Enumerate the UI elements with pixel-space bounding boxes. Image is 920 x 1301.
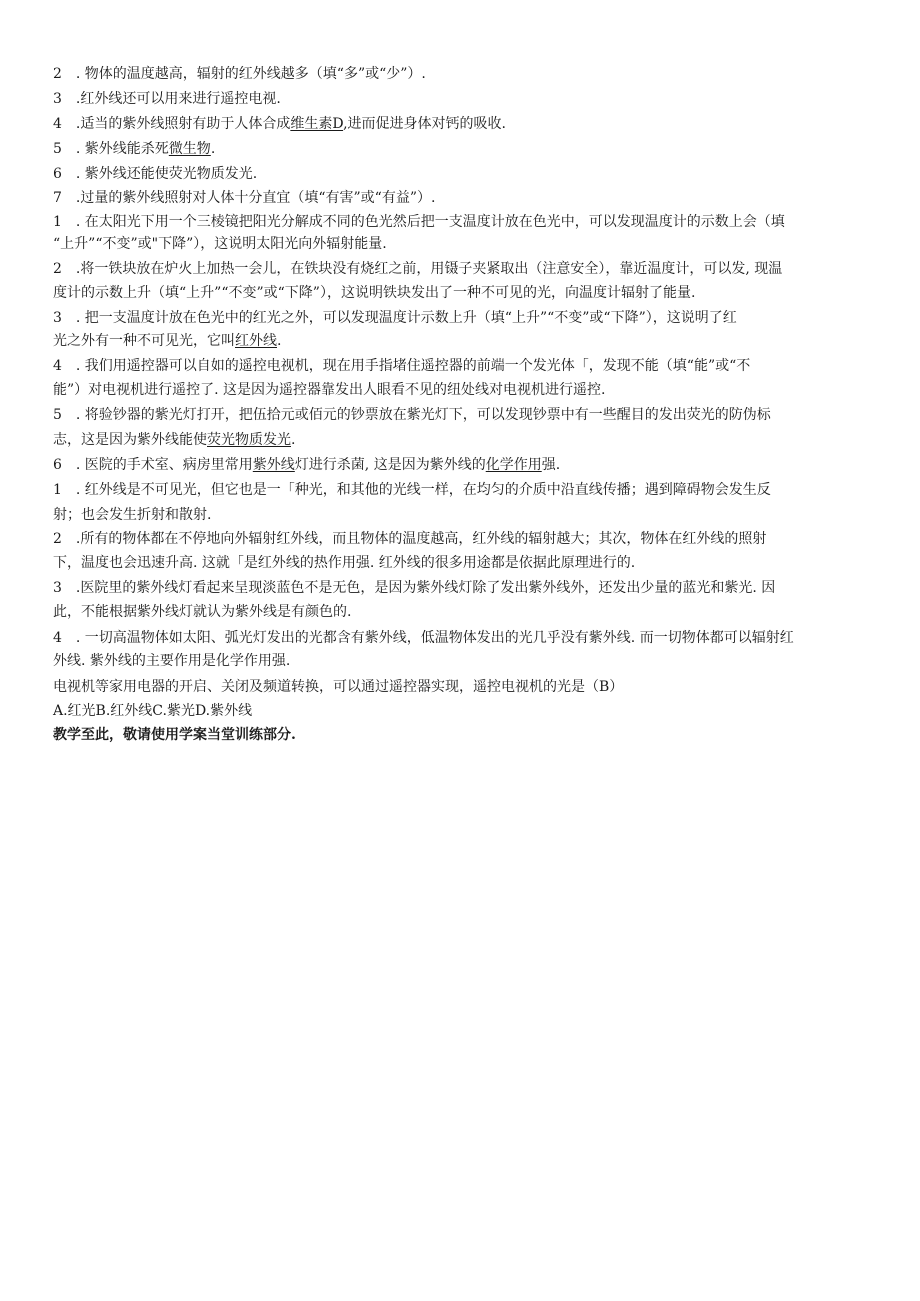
text-line bbox=[53, 329, 868, 353]
text-line bbox=[53, 306, 868, 330]
text-line bbox=[53, 551, 868, 575]
text-line bbox=[53, 210, 868, 234]
text-segment: 此，不能根据紫外线灯就认为紫外线是有颜色的. bbox=[53, 604, 352, 620]
text-line bbox=[53, 453, 868, 477]
underlined-answer: 化学作用 bbox=[485, 457, 542, 473]
text-segment: 7 .过量的紫外线照射对人体十分直宜（填“有害”或“有益”）. bbox=[53, 190, 436, 206]
text-segment: . bbox=[291, 432, 296, 448]
text-segment: 2 .所有的物体都在不停地向外辐射红外线，而且物体的温度越高，红外线的辐射越大；其次，物体在红外线的照射 bbox=[53, 531, 767, 547]
text-segment: 电视机等家用电器的开启、关闭及频道转换，可以通过遥控器实现，遥控电视机的光是（B） bbox=[53, 679, 624, 695]
underlined-answer: 荧光物质发光 bbox=[207, 432, 291, 448]
text-segment: 3 .医院里的紫外线灯看起来呈现淡蓝色不是无色，是因为紫外线灯除了发出紫外线外，还发出少量的蓝光和紫光. 因 bbox=[53, 580, 776, 596]
text-line bbox=[53, 527, 868, 551]
text-segment: 4 . 我们用遥控器可以自如的遥控电视机，现在用手指堵住遥控器的前端一个发光体「，发现不能（填“能”或“不 bbox=[53, 358, 751, 374]
text-segment: 6 . 医院的手术室、病房里常用 bbox=[53, 457, 253, 473]
text-line bbox=[53, 186, 868, 210]
text-segment: 光之外有一种不可见光，它叫 bbox=[53, 333, 235, 349]
text-segment: . bbox=[277, 333, 282, 349]
text-segment: “上升”“不变”或"下降”），这说明太阳光向外辐射能量. bbox=[53, 236, 387, 252]
underlined-answer: 维生素D bbox=[290, 116, 344, 132]
text-line bbox=[53, 87, 868, 111]
text-line bbox=[53, 281, 868, 305]
text-segment: 1 . 在太阳光下用一个三棱镜把阳光分解成不同的色光然后把一支温度计放在色光中，可以发现温度计的示数上会（填 bbox=[53, 214, 785, 230]
text-segment: 3 . 把一支温度计放在色光中的红光之外，可以发现温度计示数上升（填“上升”“不变”或“下降”），这说明了红 bbox=[53, 310, 737, 326]
text-line bbox=[53, 649, 868, 673]
text-line bbox=[53, 699, 868, 723]
text-line bbox=[53, 576, 868, 600]
text-line bbox=[53, 428, 868, 452]
text-line bbox=[53, 232, 868, 256]
text-segment: 射；也会发生折射和散射. bbox=[53, 507, 212, 523]
text-line bbox=[53, 378, 868, 402]
text-segment: 6 . 紫外线还能使荧光物质发光. bbox=[53, 166, 258, 182]
text-segment: 志，这是因为紫外线能使 bbox=[53, 432, 207, 448]
text-segment: 2 .将一铁块放在炉火上加热一会儿，在铁块没有烧红之前，用镊子夹紧取出（注意安全），靠近温度计，可以发, 现温 bbox=[53, 261, 783, 277]
text-line bbox=[53, 478, 868, 502]
text-segment: 4 . 一切高温物体如太阳、弧光灯发出的光都含有紫外线，低温物体发出的光几乎没有紫外线. 而一切物体都可以辐射红 bbox=[53, 630, 794, 646]
text-line bbox=[53, 137, 868, 161]
text-line bbox=[53, 354, 868, 378]
text-segment: 2 . 物体的温度越高，辐射的红外线越多（填“多”或“少”）. bbox=[53, 66, 426, 82]
text-line bbox=[53, 503, 868, 527]
text-segment: 度计的示数上升（填“上升”“不变”或“下降”），这说明铁块发出了一种不可见的光，向温度计辐射了能量. bbox=[53, 285, 696, 301]
text-segment: . bbox=[210, 141, 216, 157]
text-segment: 能”）对电视机进行遥控了. 这是因为遥控器靠发出人眼看不见的纽处线对电视机进行遥控. bbox=[53, 382, 606, 398]
text-segment: 1 . 红外线是不可见光，但它也是一「种光，和其他的光线一样，在均匀的介质中沿直线传播；遇到障碍物会发生反 bbox=[53, 482, 771, 498]
underlined-answer: 紫外线 bbox=[252, 457, 295, 473]
text-segment: ,进而促进身体对钙的吸收. bbox=[343, 116, 506, 132]
text-line bbox=[53, 626, 868, 650]
underlined-answer: 微生物 bbox=[168, 141, 211, 157]
text-segment: 下，温度也会迅速升高. 这就「是红外线的热作用强. 红外线的很多用途都是依据此原理进行的. bbox=[53, 555, 636, 571]
text-segment: 强. bbox=[541, 457, 561, 473]
text-segment: 5 . 紫外线能杀死 bbox=[53, 141, 169, 157]
text-line bbox=[53, 723, 868, 747]
text-line bbox=[53, 112, 868, 136]
text-segment: 外线. 紫外线的主要作用是化学作用强. bbox=[53, 653, 291, 669]
text-line bbox=[53, 600, 868, 624]
text-segment: 4 .适当的紫外线照射有助于人体合成 bbox=[53, 116, 291, 132]
text-line bbox=[53, 257, 868, 281]
text-segment: 5 . 将验钞器的紫光灯打开，把伍拾元或佰元的钞票放在紫光灯下，可以发现钞票中有一些醒目的发出荧光的防伪标 bbox=[53, 407, 771, 423]
text-line bbox=[53, 675, 868, 699]
text-segment: 灯进行杀菌, 这是因为紫外线的 bbox=[294, 457, 486, 473]
text-line bbox=[53, 162, 868, 186]
text-line bbox=[53, 403, 868, 427]
text-segment: 教学至此，敬请使用学案当堂训练部分. bbox=[53, 727, 296, 743]
text-segment: 3 .红外线还可以用来进行遥控电视. bbox=[53, 91, 281, 107]
text-segment: A.红光B.红外线C.紫光D.紫外线 bbox=[53, 703, 253, 719]
underlined-answer: 红外线 bbox=[235, 333, 277, 349]
text-line bbox=[53, 62, 868, 86]
